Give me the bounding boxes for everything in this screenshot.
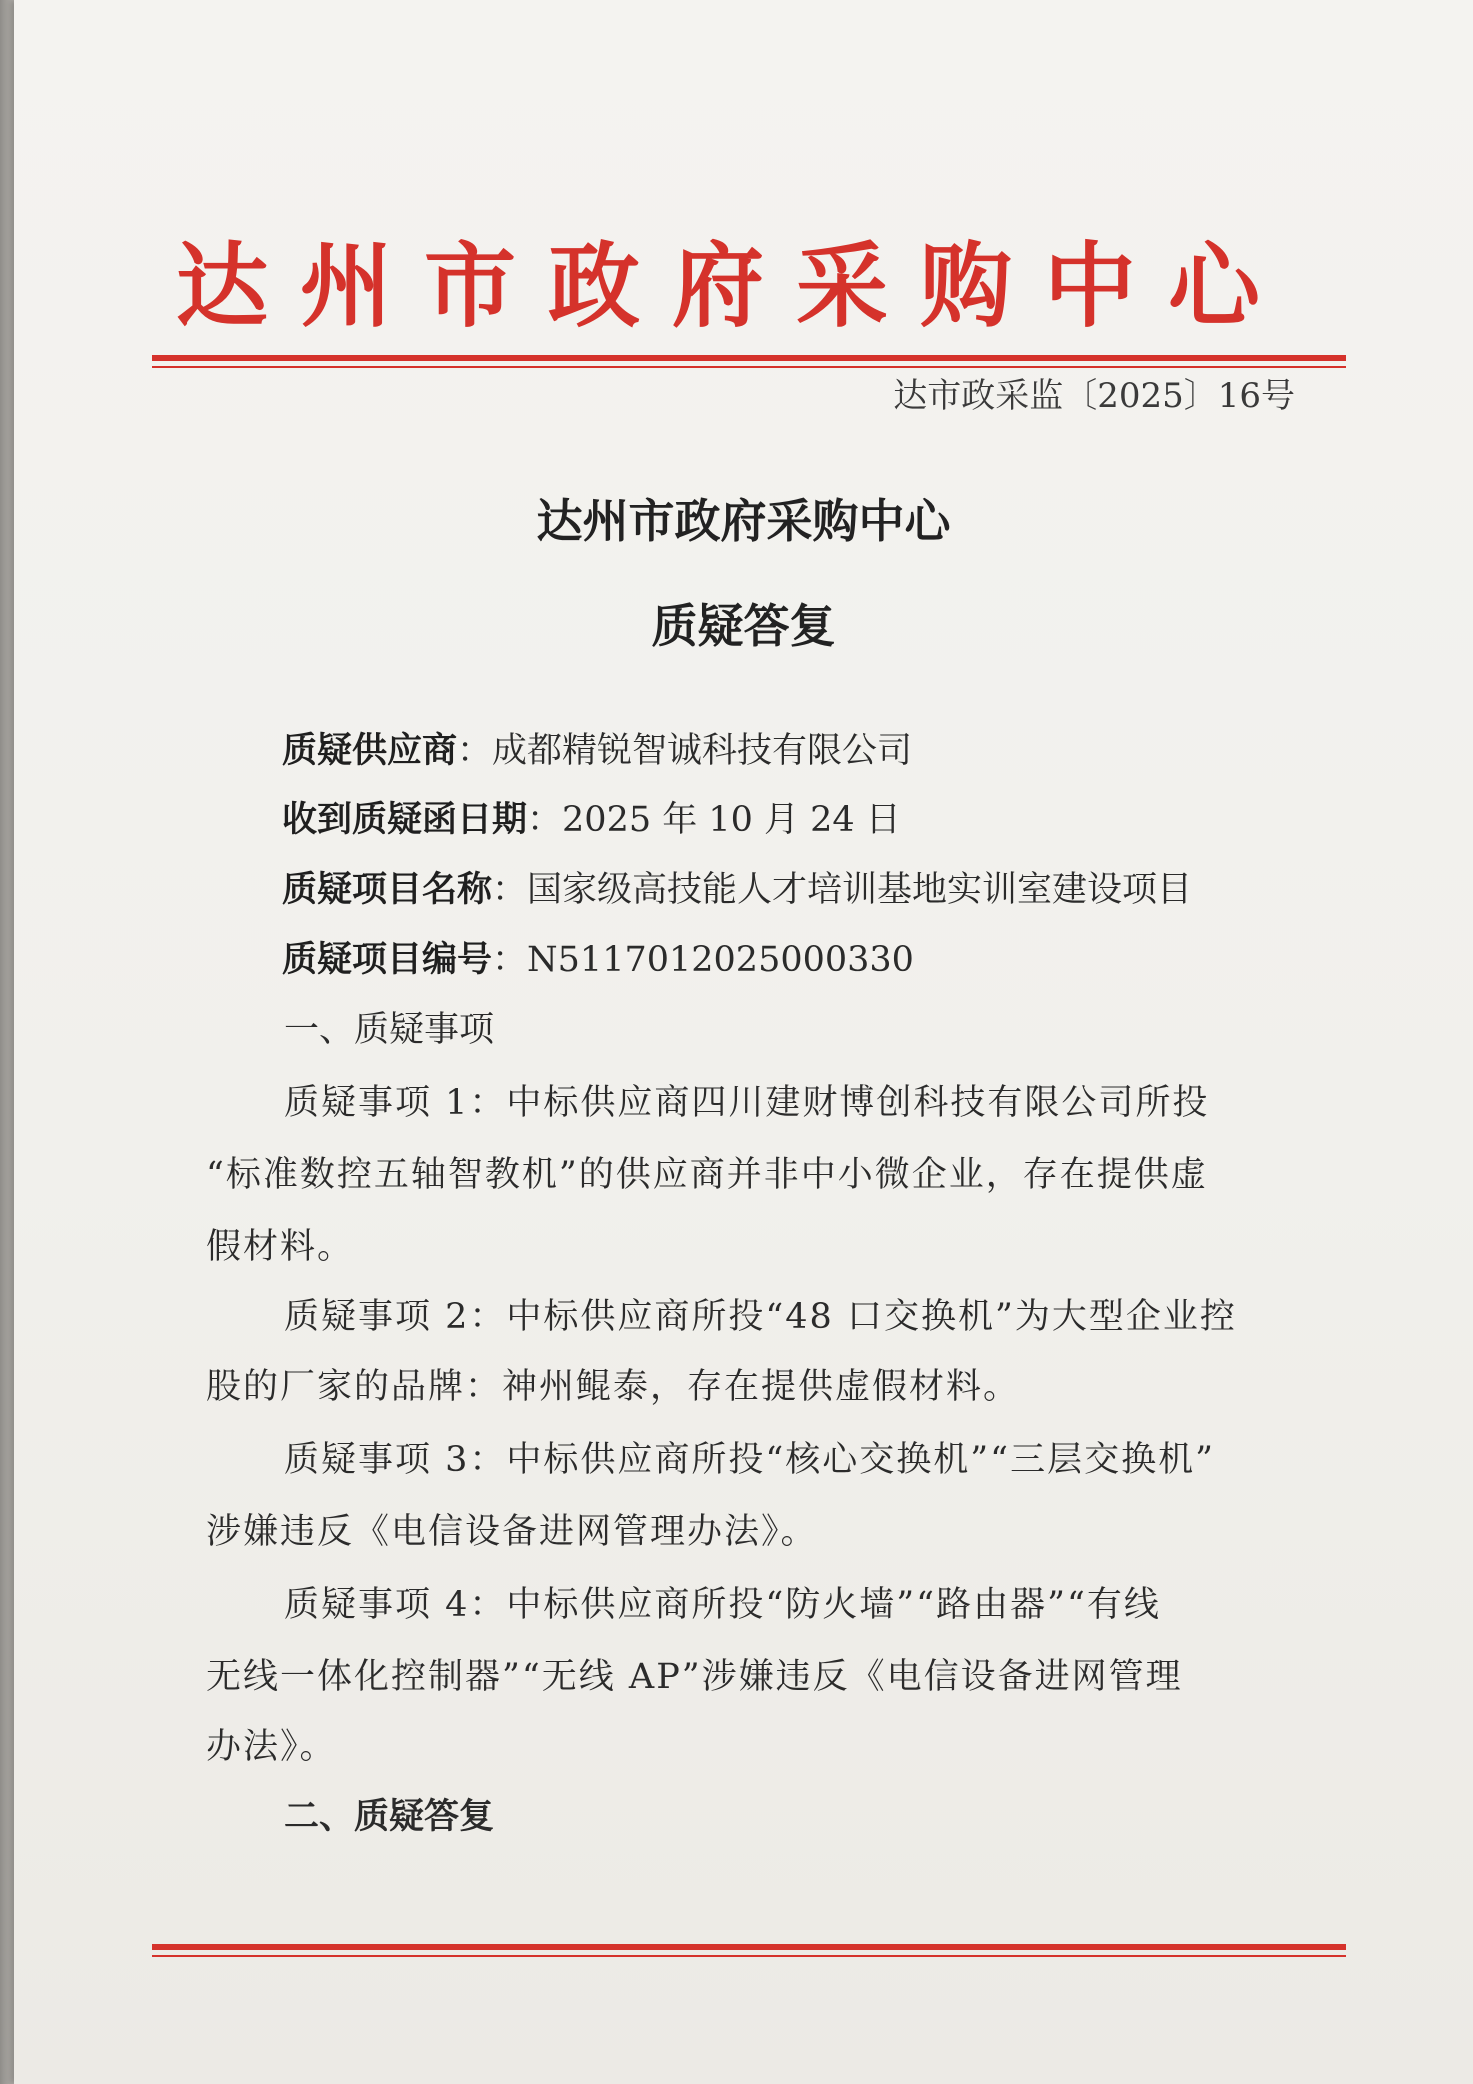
field-colon: ： — [527, 800, 563, 840]
challenge-item-4-line: 质疑事项 4：中标供应商所投“防火墙”“路由器”“有线 — [284, 1585, 1161, 1625]
footer-red-rule-thin — [152, 1955, 1346, 1957]
challenge-item-3-line: 质疑事项 3：中标供应商所投“核心交换机”“三层交换机” — [284, 1440, 1215, 1480]
field-colon: ： — [492, 940, 528, 980]
challenge-item-4-line: 办法》。 — [206, 1727, 337, 1767]
field-colon: ： — [492, 870, 528, 910]
challenge-item-2-line: 质疑事项 2：中标供应商所投“48 口交换机”为大型企业控 — [284, 1297, 1237, 1337]
challenge-item-1-line: 假材料。 — [206, 1227, 355, 1267]
document-number: 达市政采监〔2025〕16号 — [893, 376, 1295, 416]
document-title-org: 达州市政府采购中心 — [536, 494, 951, 548]
field-value: 成都精锐智诚科技有限公司 — [492, 731, 913, 771]
footer-red-rule-thick — [152, 1944, 1346, 1950]
challenge-item-2-line: 股的厂家的品牌：神州鲲泰，存在提供虚假材料。 — [206, 1367, 1021, 1407]
section-heading-challenge-items: 一、质疑事项 — [284, 1010, 495, 1050]
challenge-item-3-line: 涉嫌违反《电信设备进网管理办法》。 — [206, 1512, 818, 1552]
field-label: 质疑项目名称 — [282, 870, 493, 910]
field-challenger — [282, 726, 912, 776]
challenge-item-1-line: “标准数控五轴智教机”的供应商并非中小微企业，存在提供虚 — [206, 1155, 1208, 1195]
field-project-number — [282, 935, 914, 985]
challenge-item-4-line: 无线一体化控制器”“无线 AP”涉嫌违反《电信设备进网管理 — [206, 1657, 1183, 1697]
letterhead-red-rule-thick — [152, 355, 1346, 361]
field-project-name — [282, 865, 1192, 915]
section-heading-challenge-reply: 二、质疑答复 — [284, 1797, 495, 1837]
field-label: 收到质疑函日期 — [282, 800, 528, 840]
letterhead-red-rule-thin — [152, 366, 1346, 368]
field-value: 国家级高技能人才培训基地实训室建设项目 — [527, 870, 1193, 910]
field-label: 质疑项目编号 — [282, 940, 493, 980]
document-page — [14, 0, 1473, 2084]
document-title-subject: 质疑答复 — [651, 599, 836, 653]
organization-letterhead: 达州市政府采购中心 — [175, 233, 1292, 340]
field-received-date — [282, 795, 901, 845]
challenge-item-1-line: 质疑事项 1：中标供应商四川建财博创科技有限公司所投 — [284, 1083, 1210, 1123]
field-value: 2025 年 10 月 24 日 — [562, 800, 901, 840]
field-label: 质疑供应商 — [282, 731, 458, 771]
field-value: N5117012025000330 — [527, 940, 914, 980]
field-colon: ： — [457, 731, 493, 771]
